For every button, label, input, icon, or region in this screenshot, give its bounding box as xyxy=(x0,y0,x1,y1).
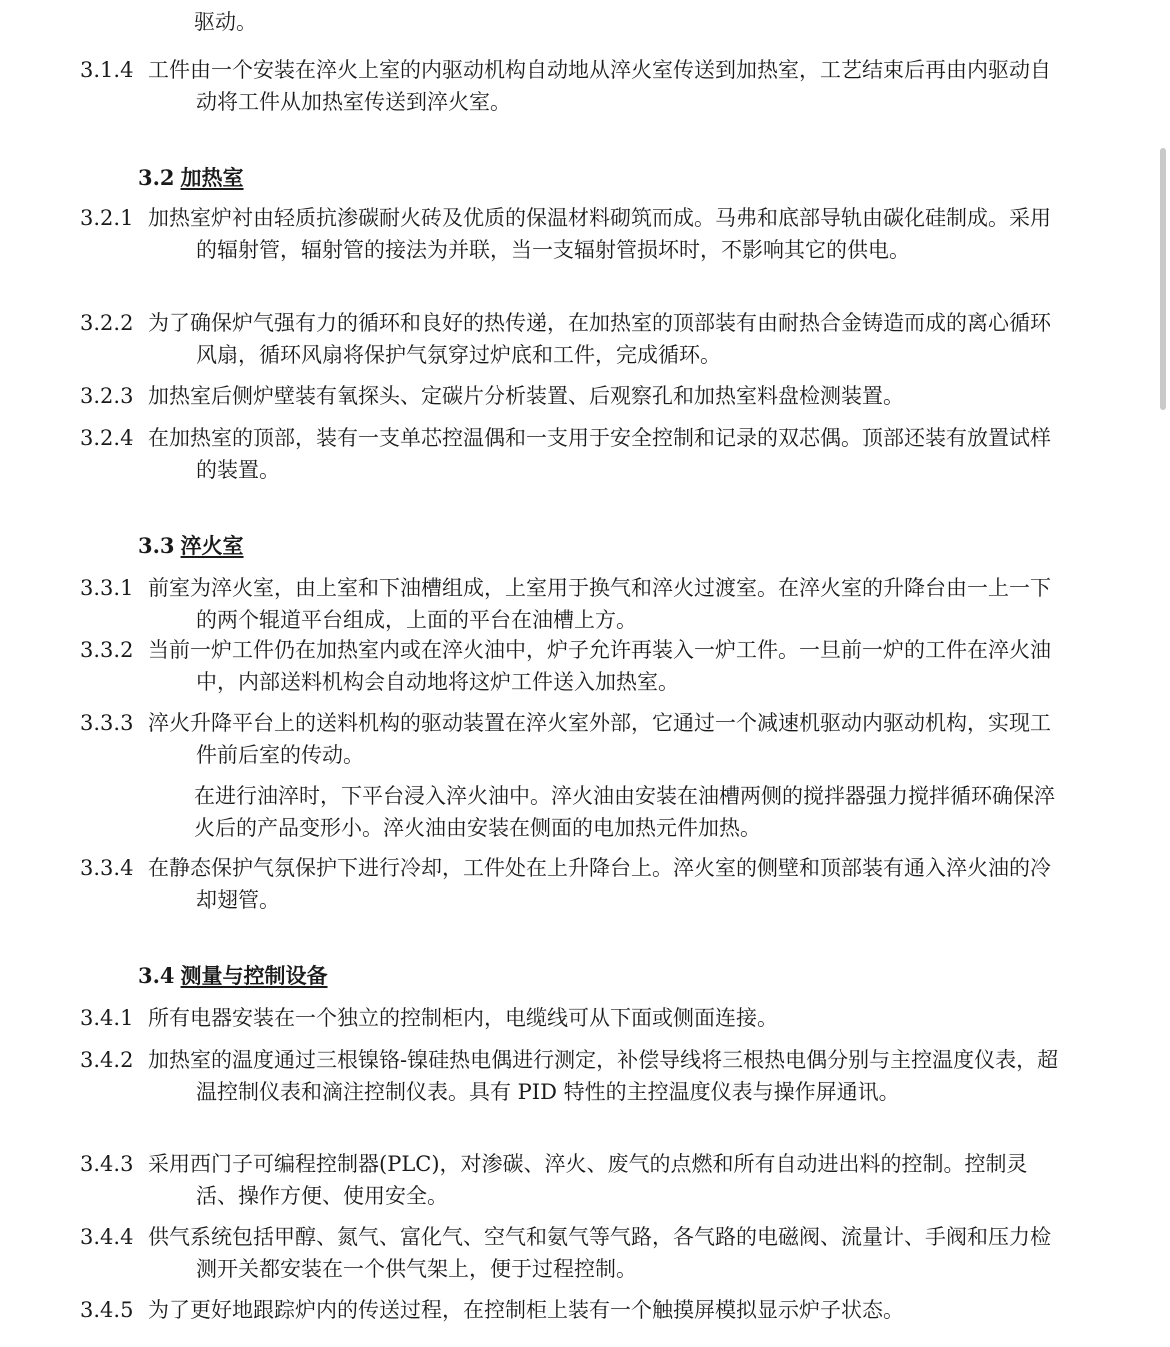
paragraph-text: 淬火升降平台上的送料机构的驱动装置在淬火室外部，它通过一个减速机驱动内驱动机构，实现工件前后室的传动。 xyxy=(148,711,1051,767)
section-number: 3.3 xyxy=(138,533,175,558)
paragraph-3-4-4: 3.4.4 供气系统包括甲醇、氮气、富化气、空气和氨气等气路，各气路的电磁阀、流量计、手阀和压力检测开关都安装在一个供气架上，便于过程控制。 xyxy=(80,1225,1051,1281)
paragraph-3-2-1: 3.2.1 加热室炉衬由轻质抗渗碳耐火砖及优质的保温材料砌筑而成。马弗和底部导轨由碳化硅制成。采用的辐射管，辐射管的接法为并联，当一支辐射管损坏时，不影响其它的供电。 xyxy=(80,206,1051,262)
paragraph-text: 加热室后侧炉壁装有氧探头、定碳片分析装置、后观察孔和加热室料盘检测装置。 xyxy=(148,384,904,408)
section-title: 加热室 xyxy=(180,165,244,190)
paragraph-3-2-3: 3.2.3 加热室后侧炉壁装有氧探头、定碳片分析装置、后观察孔和加热室料盘检测装置。 xyxy=(80,384,904,408)
paragraph-3-3-1: 3.3.1 前室为淬火室，由上室和下油槽组成，上室用于换气和淬火过渡室。在淬火室的升降台由一上一下的两个辊道平台组成，上面的平台在油槽上方。 xyxy=(80,576,1051,632)
paragraph-text: 加热室炉衬由轻质抗渗碳耐火砖及优质的保温材料砌筑而成。马弗和底部导轨由碳化硅制成。采用的辐射管，辐射管的接法为并联，当一支辐射管损坏时，不影响其它的供电。 xyxy=(148,206,1051,262)
section-title: 淬火室 xyxy=(180,533,244,558)
paragraph-text: 工件由一个安装在淬火上室的内驱动机构自动地从淬火室传送到加热室，工艺结束后再由内驱动自动将工件从加热室传送到淬火室。 xyxy=(148,58,1051,114)
paragraph-3-4-5: 3.4.5 为了更好地跟踪炉内的传送过程，在控制柜上装有一个触摸屏模拟显示炉子状态。 xyxy=(80,1298,904,1322)
paragraph-text: 当前一炉工件仍在加热室内或在淬火油中，炉子允许再装入一炉工件。一旦前一炉的工件在淬火油中，内部送料机构会自动地将这炉工件送入加热室。 xyxy=(148,638,1051,694)
paragraph-3-4-1: 3.4.1 所有电器安装在一个独立的控制柜内，电缆线可从下面或侧面连接。 xyxy=(80,1006,778,1030)
paragraph-continuation xyxy=(194,6,1056,38)
paragraph-3-3-4: 3.3.4 在静态保护气氛保护下进行冷却，工件处在上升降台上。淬火室的侧壁和顶部装有通入淬火油的冷却翅管。 xyxy=(80,856,1051,912)
paragraph-text: 所有电器安装在一个独立的控制柜内，电缆线可从下面或侧面连接。 xyxy=(148,1006,778,1030)
paragraph-3-1-4: 3.1.4 工件由一个安装在淬火上室的内驱动机构自动地从淬火室传送到加热室，工艺结束后再由内驱动自动将工件从加热室传送到淬火室。 xyxy=(80,58,1051,114)
paragraph-text: 在进行油淬时，下平台浸入淬火油中。淬火油由安装在油槽两侧的搅拌器强力搅拌循环确保淬火后的产品变形小。淬火油由安装在侧面的电加热元件加热。 xyxy=(194,784,1055,840)
paragraph-text: 在加热室的顶部，装有一支单芯控温偶和一支用于安全控制和记录的双芯偶。顶部还装有放置试样的装置。 xyxy=(148,426,1051,482)
section-heading-3-2 xyxy=(138,162,244,194)
section-number: 3.4 xyxy=(138,963,175,988)
section-heading-3-4 xyxy=(138,960,328,992)
paragraph-3-3-2: 3.3.2 当前一炉工件仍在加热室内或在淬火油中，炉子允许再装入一炉工件。一旦前一炉的工件在淬火油中，内部送料机构会自动地将这炉工件送入加热室。 xyxy=(80,638,1051,694)
paragraph-text: 在静态保护气氛保护下进行冷却，工件处在上升降台上。淬火室的侧壁和顶部装有通入淬火油的冷却翅管。 xyxy=(148,856,1051,912)
paragraph-3-4-3: 3.4.3 采用西门子可编程控制器(PLC)，对渗碳、淬火、废气的点燃和所有自动进出料的控制。控制灵活、操作方便、使用安全。 xyxy=(80,1152,1028,1208)
paragraph-text: 为了确保炉气强有力的循环和良好的热传递，在加热室的顶部装有由耐热合金铸造而成的离心循环风扇，循环风扇将保护气氛穿过炉底和工件，完成循环。 xyxy=(148,311,1051,367)
paragraph-text: 为了更好地跟踪炉内的传送过程，在控制柜上装有一个触摸屏模拟显示炉子状态。 xyxy=(148,1298,904,1322)
section-number: 3.2 xyxy=(138,165,175,190)
paragraph-text: 加热室的温度通过三根镍铬-镍硅热电偶进行测定，补偿导线将三根热电偶分别与主控温度仪表，超温控制仪表和滴注控制仪表。具有 PID 特性的主控温度仪表与操作屏通讯。 xyxy=(148,1048,1059,1104)
paragraph-3-3-3: 3.3.3 淬火升降平台上的送料机构的驱动装置在淬火室外部，它通过一个减速机驱动内驱动机构，实现工件前后室的传动。 xyxy=(80,711,1051,767)
paragraph-3-2-4: 3.2.4 在加热室的顶部，装有一支单芯控温偶和一支用于安全控制和记录的双芯偶。顶部还装有放置试样的装置。 xyxy=(80,426,1051,482)
paragraph-text: 采用西门子可编程控制器(PLC)，对渗碳、淬火、废气的点燃和所有自动进出料的控制。控制灵活、操作方便、使用安全。 xyxy=(148,1152,1028,1208)
paragraph-text: 前室为淬火室，由上室和下油槽组成，上室用于换气和淬火过渡室。在淬火室的升降台由一上一下的两个辊道平台组成，上面的平台在油槽上方。 xyxy=(148,576,1051,632)
paragraph-3-3-3-continued xyxy=(194,780,1056,844)
section-heading-3-3 xyxy=(138,530,244,562)
paragraph-3-2-2: 3.2.2 为了确保炉气强有力的循环和良好的热传递，在加热室的顶部装有由耐热合金铸造而成的离心循环风扇，循环风扇将保护气氛穿过炉底和工件，完成循环。 xyxy=(80,311,1051,367)
paragraph-text: 驱动。 xyxy=(194,10,257,34)
paragraph-3-4-2: 3.4.2 加热室的温度通过三根镍铬-镍硅热电偶进行测定，补偿导线将三根热电偶分别与主控温度仪表，超温控制仪表和滴注控制仪表。具有 PID 特性的主控温度仪表与操作屏通讯。 xyxy=(80,1048,1059,1104)
vertical-scrollbar[interactable] xyxy=(1160,148,1166,410)
section-title: 测量与控制设备 xyxy=(180,963,328,988)
paragraph-text: 供气系统包括甲醇、氮气、富化气、空气和氨气等气路，各气路的电磁阀、流量计、手阀和压力检测开关都安装在一个供气架上，便于过程控制。 xyxy=(148,1225,1051,1281)
